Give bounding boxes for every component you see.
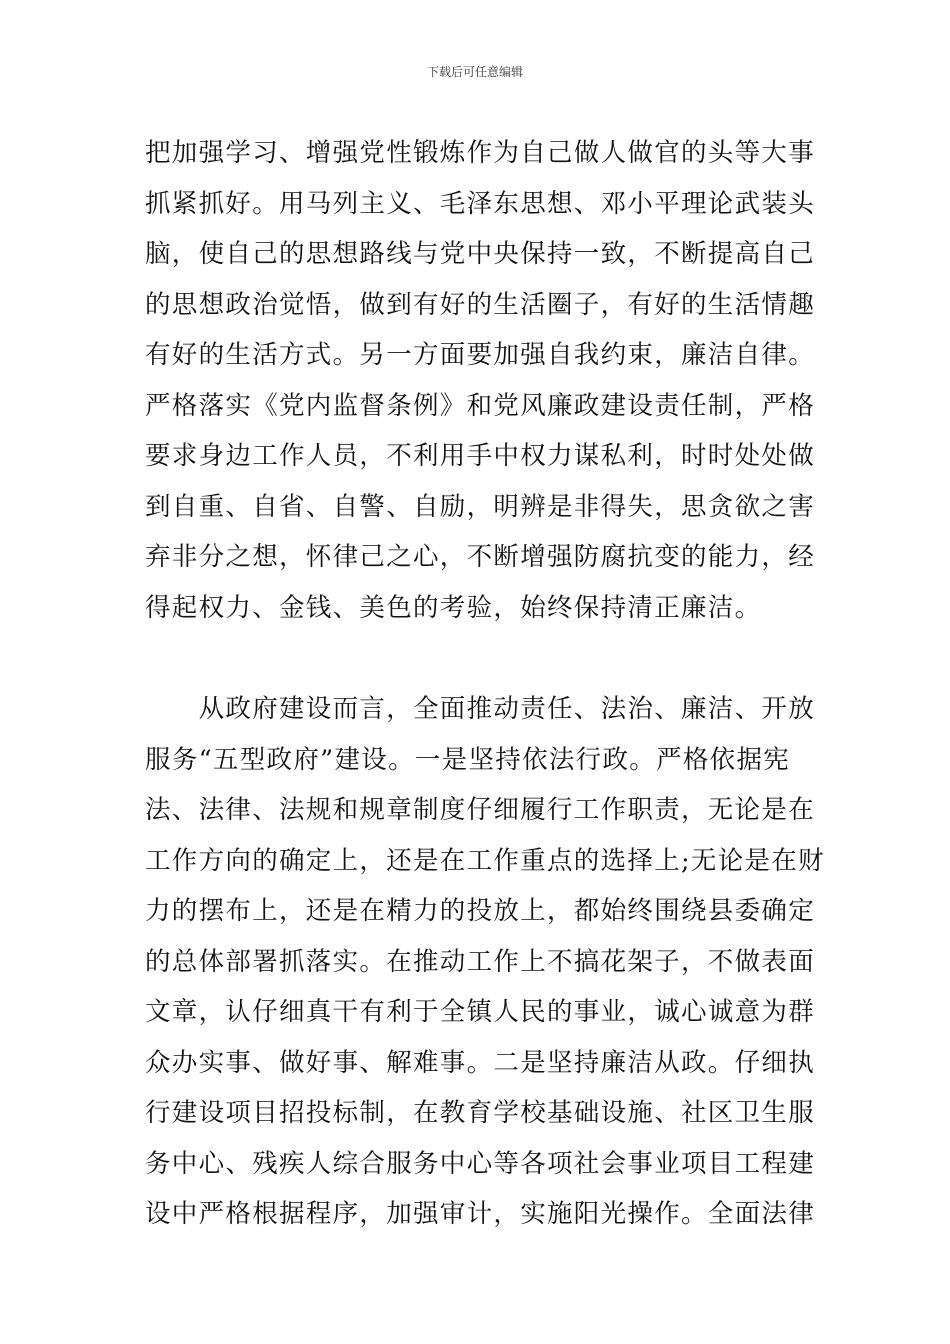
document-body [145, 128, 825, 1240]
paragraph-2 [145, 684, 825, 1240]
paragraph-line: 工作方向的确定上，还是在工作重点的选择上;无论是在财 [145, 845, 825, 876]
paragraph-line: 文章，认仔细真干有利于全镇人民的事业，诚心诚意为群 [145, 997, 816, 1027]
page-header-note: 下载后可任意编辑 [426, 65, 523, 79]
paragraph-line: 有好的生活方式。另一方面要加强自我约束，廉洁自律。 [145, 340, 816, 370]
paragraph-line: 众办实事、做好事、解难事。二是坚持廉洁从政。仔细执 [145, 1047, 816, 1078]
paragraph-line: 设中严格根据程序，加强审计，实施阳光操作。全面法律 [145, 1199, 816, 1229]
paragraph-line: 的思想政治觉悟，做到有好的生活圈子，有好的生活情趣 [145, 289, 816, 320]
paragraph-line: 行建设项目招投标制，在教育学校基础设施、社区卫生服 [145, 1098, 816, 1128]
paragraph-line: 服务“五型政府”建设。一是坚持依法行政。严格依据宪 [145, 744, 791, 775]
paragraph-line: 务中心、残疾人综合服务中心等各项社会事业项目工程建 [145, 1148, 816, 1179]
paragraph-line: 脑，使自己的思想路线与党中央保持一致，不断提高自己 [145, 239, 816, 269]
paragraph-spacer [145, 633, 807, 684]
paragraph-line: 把加强学习、增强党性锻炼作为自己做人做官的头等大事 [145, 138, 816, 168]
paragraph-line: 到自重、自省、自警、自励，明辨是非得失，思贪欲之害 [145, 491, 816, 522]
paragraph-line: 的总体部署抓落实。在推动工作上不搞花架子，不做表面 [145, 946, 816, 977]
paragraph-line: 要求身边工作人员，不利用手中权力谋私利，时时处处做 [145, 441, 816, 471]
paragraph-line: 法、法律、法规和规章制度仔细履行工作职责，无论是在 [145, 795, 816, 825]
paragraph-line: 从政府建设而言，全面推动责任、法治、廉洁、开放 [145, 694, 816, 724]
paragraph-line: 弃非分之想，怀律己之心，不断增强防腐抗变的能力，经 [145, 542, 816, 572]
paragraph-line: 力的摆布上，还是在精力的投放上，都始终围绕县委确定 [145, 896, 816, 926]
paragraph-1 [145, 128, 816, 633]
paragraph-line: 得起权力、金钱、美色的考验，始终保持清正廉洁。 [145, 592, 762, 623]
paragraph-line: 严格落实《党内监督条例》和党风廉政建设责任制，严格 [145, 390, 816, 421]
paragraph-line: 抓紧抓好。用马列主义、毛泽东思想、邓小平理论武装头 [145, 188, 816, 219]
